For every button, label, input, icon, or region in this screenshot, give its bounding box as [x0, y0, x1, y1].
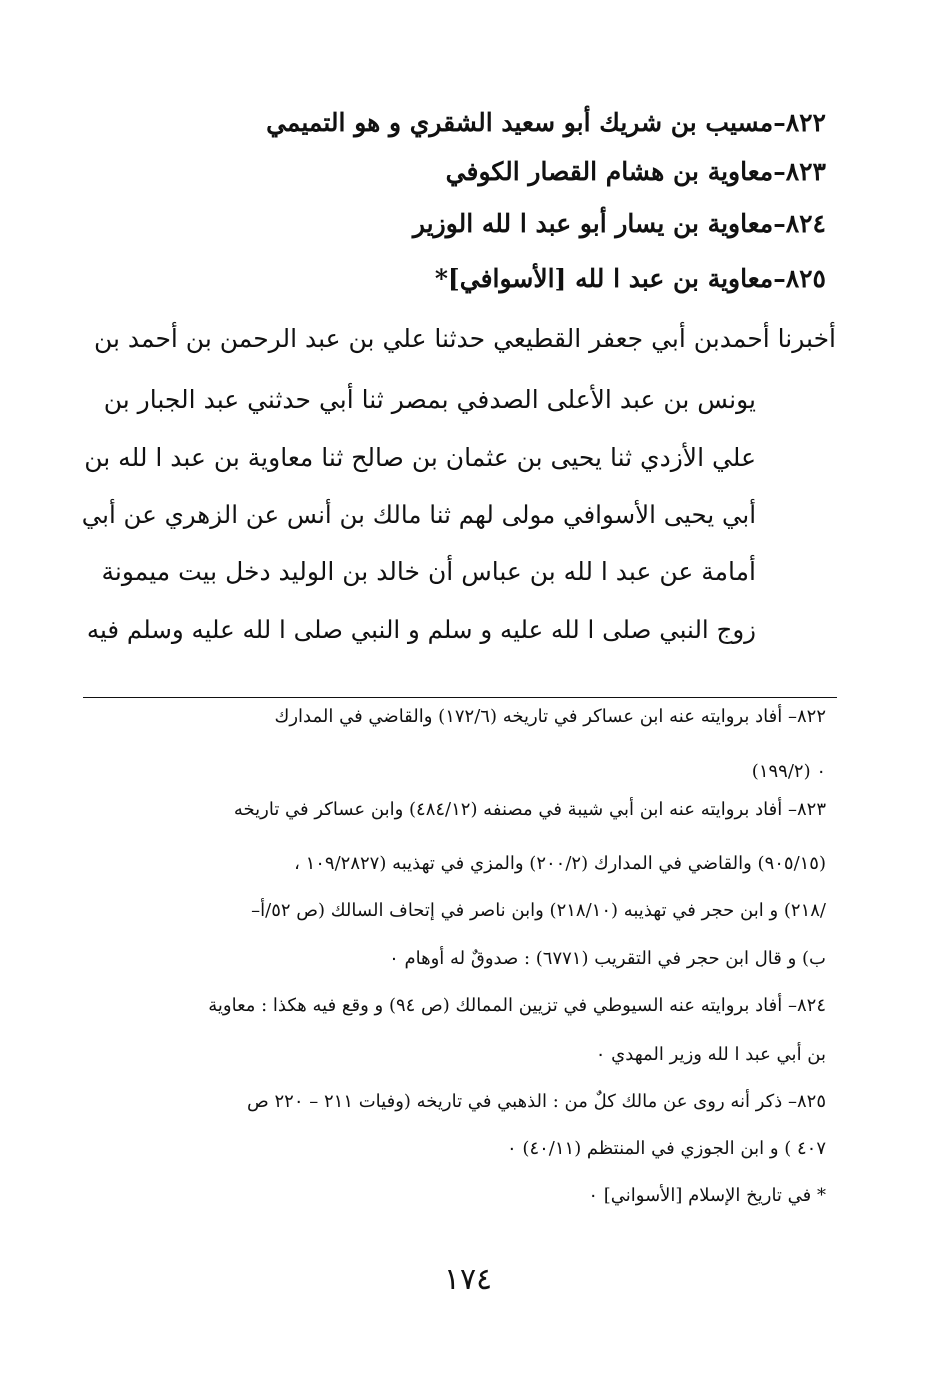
footnote-823-line-3: /٢١٨) و ابن حجر في تهذيبه (٢١٨/١٠) وابن ناصر في إتحاف السالك (ص ٥٢/أ– [251, 900, 826, 921]
isnad-line-4: أبي يحيى الأسوافي مولى لهم ثنا مالك بن أنس عن الزهري عن أبي [81, 500, 756, 529]
footnote-822-line-1: ٨٢٢– أفاد بروايته عنه ابن عساكر في تاريخه (١٧٢/٦) والقاضي في المدارك [274, 706, 826, 727]
footnote-star-note: * في تاريخ الإسلام [الأسواني] ٠ [588, 1185, 826, 1206]
page-number: ١٧٤ [443, 1262, 493, 1297]
footnote-824-line-2: بن أبي عبد ا لله وزير المهدي ٠ [595, 1044, 826, 1065]
isnad-line-3: علي الأزدي ثنا يحيى بن عثمان بن صالح ثنا معاوية بن عبد ا لله بن [84, 443, 756, 472]
isnad-line-5: أمامة عن عبد ا لله بن عباس أن خالد بن الوليد دخل بيت ميمونة [101, 557, 756, 586]
entry-823-heading: ٨٢٣–معاوية بن هشام القصار الكوفي [445, 157, 826, 186]
footnote-separator [83, 697, 837, 698]
footnote-822-line-2: (١٩٩/٢) ٠ [751, 761, 826, 782]
isnad-line-1: أخبرنا أحمدبن أبي جعفر القطيعي حدثنا علي بن عبد الرحمن بن أحمد بن [93, 324, 836, 353]
footnote-825-line-1: ٨٢٥– ذكر أنه روى عن مالك كلٌ من : الذهبي في تاريخه (وفيات ٢١١ – ٢٢٠ ص [247, 1091, 826, 1112]
isnad-line-6: زوج النبي صلى ا لله عليه و سلم و النبي صلى ا لله عليه وسلم فيه [86, 615, 756, 644]
footnote-825-line-2: ٤٠٧ ) و ابن الجوزي في المنتظم (٤٠/١١) ٠ [507, 1138, 826, 1159]
footnote-823-line-1: ٨٢٣– أفاد بروايته عنه ابن أبي شيبة في مصنفه (٤٨٤/١٢) وابن عساكر في تاريخه [233, 799, 826, 820]
footnote-824-line-1: ٨٢٤– أفاد بروايته عنه السيوطي في تزيين الممالك (ص ٩٤) و وقع فيه هكذا : معاوية [208, 995, 826, 1016]
footnote-823-line-2: (٩٠٥/١٥) والقاضي في المدارك (٢٠٠/٢) والمزي في تهذيبه (١٠٩/٢٨٢٧ ، [294, 853, 826, 874]
entry-822-heading: ٨٢٢–مسيب بن شريك أبو سعيد الشقري و هو التميمي [266, 108, 826, 137]
entry-824-heading: ٨٢٤–معاوية بن يسار أبو عبد ا لله الوزير [412, 209, 826, 238]
entry-825-heading: ٨٢٥–معاوية بن عبد ا لله [الأسوافي]* [434, 264, 826, 293]
isnad-line-2: يونس بن عبد الأعلى الصدفي بمصر ثنا أبي حدثني عبد الجبار بن [103, 385, 756, 414]
footnote-823-line-4: ب) و قال ابن حجر في التقريب (٦٧٧١) : صدوقٌ له أوهام ٠ [389, 948, 826, 969]
